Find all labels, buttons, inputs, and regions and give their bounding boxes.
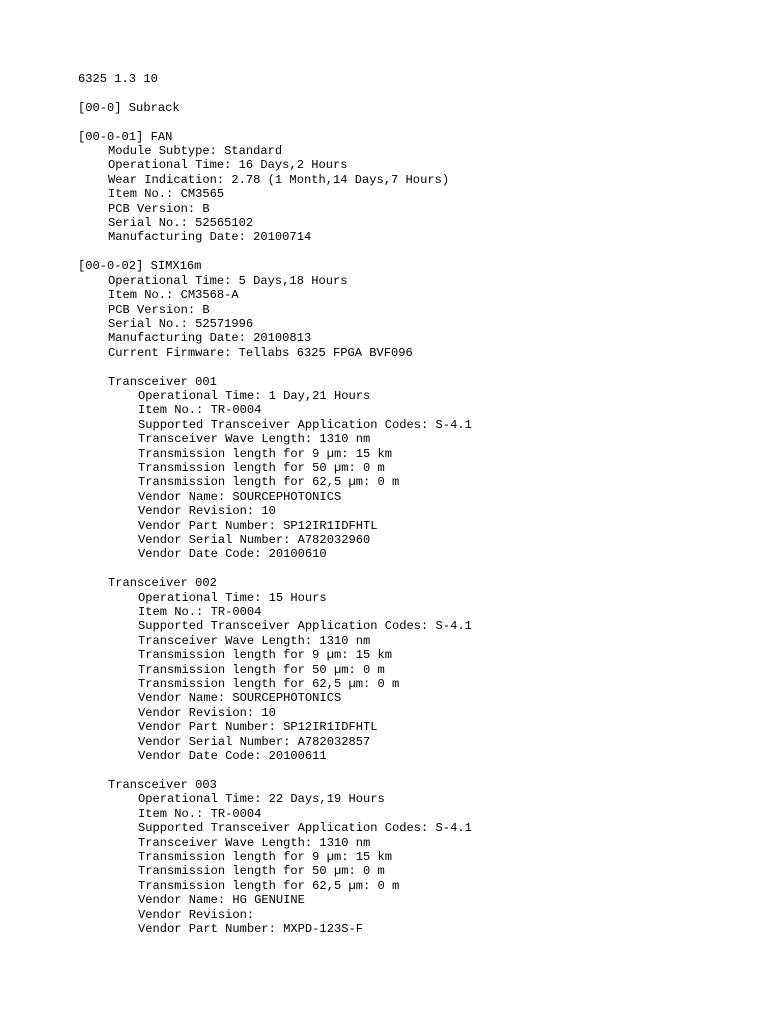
transceiver-field: Vendor Name: HG GENUINE <box>138 893 305 908</box>
module-field: Serial No.: 52565102 <box>108 216 254 231</box>
transceiver-field: Vendor Revision: <box>138 907 255 922</box>
module-field: Manufacturing Date: 20100714 <box>108 230 312 245</box>
transceiver-field: Vendor Serial Number: A782032857 <box>138 734 371 749</box>
module-field: PCB Version: B <box>108 302 210 317</box>
transceiver-heading: Transceiver 003 <box>108 777 217 792</box>
transceiver-heading: Transceiver 002 <box>108 576 217 591</box>
report-header: 6325 1.3 10 <box>78 72 158 86</box>
transceiver-field: Transmission length for 9 µm: 15 km <box>138 446 393 461</box>
transceiver-001-section <box>78 375 758 562</box>
transceiver-field: Supported Transceiver Application Codes: S-4.1 <box>138 619 472 634</box>
module-field: Module Subtype: Standard <box>108 144 283 159</box>
transceiver-field: Transceiver Wave Length: 1310 nm <box>138 432 371 447</box>
module-heading: [00-0-01] FAN <box>78 129 173 144</box>
transceiver-field: Transmission length for 62,5 µm: 0 m <box>138 677 400 692</box>
module-field: Manufacturing Date: 20100813 <box>108 331 312 346</box>
transceiver-field: Vendor Part Number: SP12IR1IDFHTL <box>138 518 378 533</box>
transceiver-field: Supported Transceiver Application Codes: S-4.1 <box>138 417 472 432</box>
module-field: Operational Time: 5 Days,18 Hours <box>108 273 348 288</box>
module-field: Wear Indication: 2.78 (1 Month,14 Days,7 Hours) <box>108 172 450 187</box>
transceiver-field: Vendor Revision: 10 <box>138 705 276 720</box>
blank-line <box>78 245 758 259</box>
transceiver-field: Transmission length for 62,5 µm: 0 m <box>138 878 400 893</box>
transceiver-field: Vendor Revision: 10 <box>138 504 276 519</box>
module-field: Current Firmware: Tellabs 6325 FPGA BVF096 <box>108 345 413 360</box>
transceiver-003-section <box>78 778 758 936</box>
transceiver-field: Transmission length for 9 µm: 15 km <box>138 849 393 864</box>
transceiver-field: Operational Time: 22 Days,19 Hours <box>138 792 385 807</box>
simx-module-section <box>78 259 758 360</box>
inventory-report <box>78 72 758 936</box>
module-heading: [00-0-02] SIMX16m <box>78 259 202 274</box>
blank-line <box>78 115 758 129</box>
module-field: Item No.: CM3568-A <box>108 288 239 303</box>
module-field: Operational Time: 16 Days,2 Hours <box>108 158 348 173</box>
blank-line <box>78 562 758 576</box>
transceiver-field: Transmission length for 62,5 µm: 0 m <box>138 475 400 490</box>
module-field: PCB Version: B <box>108 201 210 216</box>
blank-line <box>78 360 758 374</box>
transceiver-field: Item No.: TR-0004 <box>138 605 262 620</box>
transceiver-002-section <box>78 576 758 763</box>
transceiver-field: Vendor Serial Number: A782032960 <box>138 533 371 547</box>
blank-line <box>78 86 758 100</box>
transceiver-field: Item No.: TR-0004 <box>138 806 262 821</box>
transceiver-field: Transmission length for 50 µm: 0 m <box>138 662 385 677</box>
transceiver-field: Vendor Date Code: 20100610 <box>138 547 327 562</box>
transceiver-field: Operational Time: 1 Day,21 Hours <box>138 388 371 403</box>
transceiver-field: Transmission length for 50 µm: 0 m <box>138 460 385 475</box>
transceiver-heading: Transceiver 001 <box>108 374 217 389</box>
blank-line <box>78 764 758 778</box>
transceiver-field: Transceiver Wave Length: 1310 nm <box>138 633 371 648</box>
transceiver-field: Transmission length for 50 µm: 0 m <box>138 864 385 879</box>
transceiver-field: Vendor Name: SOURCEPHOTONICS <box>138 691 342 706</box>
transceiver-field: Transmission length for 9 µm: 15 km <box>138 648 393 663</box>
transceiver-field: Item No.: TR-0004 <box>138 403 262 418</box>
module-field: Serial No.: 52571996 <box>108 316 254 331</box>
transceiver-field: Transceiver Wave Length: 1310 nm <box>138 835 371 850</box>
subrack-heading: [00-0] Subrack <box>78 100 180 115</box>
fan-module-section <box>78 130 758 245</box>
transceiver-field: Operational Time: 15 Hours <box>138 590 327 605</box>
transceiver-field: Vendor Part Number: SP12IR1IDFHTL <box>138 720 378 735</box>
transceiver-field: Vendor Date Code: 20100611 <box>138 749 327 764</box>
transceiver-field: Vendor Name: SOURCEPHOTONICS <box>138 489 342 504</box>
transceiver-field: Supported Transceiver Application Codes: S-4.1 <box>138 821 472 836</box>
module-field: Item No.: CM3565 <box>108 187 225 202</box>
transceiver-field: Vendor Part Number: MXPD-123S-F <box>138 921 363 936</box>
